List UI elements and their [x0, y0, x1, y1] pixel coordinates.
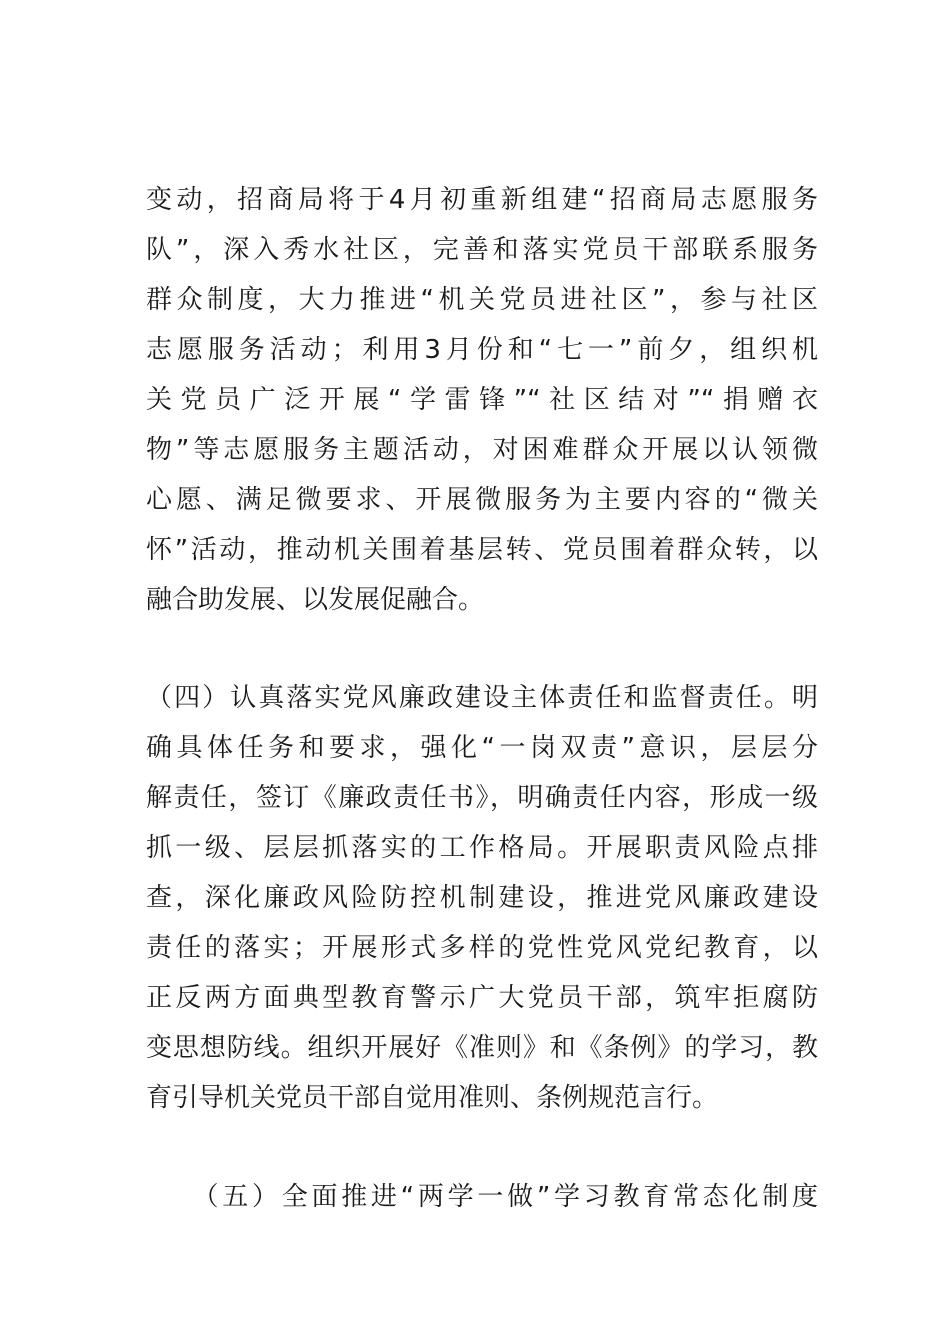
paragraph-line: 确具体任务和要求，强化“一岗双责”意识，层层分: [146, 733, 818, 763]
paragraph-line: 怀”活动，推动机关围着基层转、党员围着群众转，以: [146, 535, 818, 565]
paragraph-line: （四）认真落实党风廉政建设主体责任和监督责任。明: [146, 683, 818, 713]
paragraph-line: 融合助发展、以发展促融合。: [146, 585, 485, 615]
paragraph-line: 队”，深入秀水社区，完善和落实党员干部联系服务: [146, 235, 818, 265]
paragraph-line: 责任的落实；开展形式多样的党性党风党纪教育，以: [146, 933, 818, 963]
paragraph-line: 查，深化廉政风险防控机制建设，推进党风廉政建设: [146, 883, 818, 913]
paragraph-section-four: [146, 673, 818, 1123]
paragraph-line: 变思想防线。组织开展好《准则》和《条例》的学习，教: [146, 1033, 818, 1063]
paragraph-line: 抓一级、层层抓落实的工作格局。开展职责风险点排: [146, 833, 818, 863]
paragraph-line: 正反两方面典型教育警示广大党员干部，筑牢拒腐防: [146, 983, 818, 1013]
paragraph-line: 心愿、满足微要求、开展微服务为主要内容的“微关: [146, 485, 818, 515]
paragraph-line: 变动，招商局将于4月初重新组建“招商局志愿服务: [146, 185, 818, 215]
paragraph-line: 育引导机关党员干部自觉用准则、条例规范言行。: [146, 1083, 719, 1113]
paragraph-line: 群众制度，大力推进“机关党员进社区”，参与社区: [146, 285, 818, 315]
paragraph-volunteer-service: [146, 175, 818, 625]
paragraph-section-five: [146, 1172, 818, 1222]
paragraph-line: （五）全面推进“两学一做”学习教育常态化制度: [146, 1182, 818, 1212]
paragraph-line: 物”等志愿服务主题活动，对困难群众开展以认领微: [146, 435, 818, 465]
paragraph-line: 关党员广泛开展“学雷锋”“社区结对”“捐赠衣: [146, 385, 818, 415]
paragraph-line: 解责任，签订《廉政责任书》，明确责任内容，形成一级: [146, 783, 818, 813]
paragraph-line: 志愿服务活动；利用3月份和“七一”前夕，组织机: [146, 335, 818, 365]
